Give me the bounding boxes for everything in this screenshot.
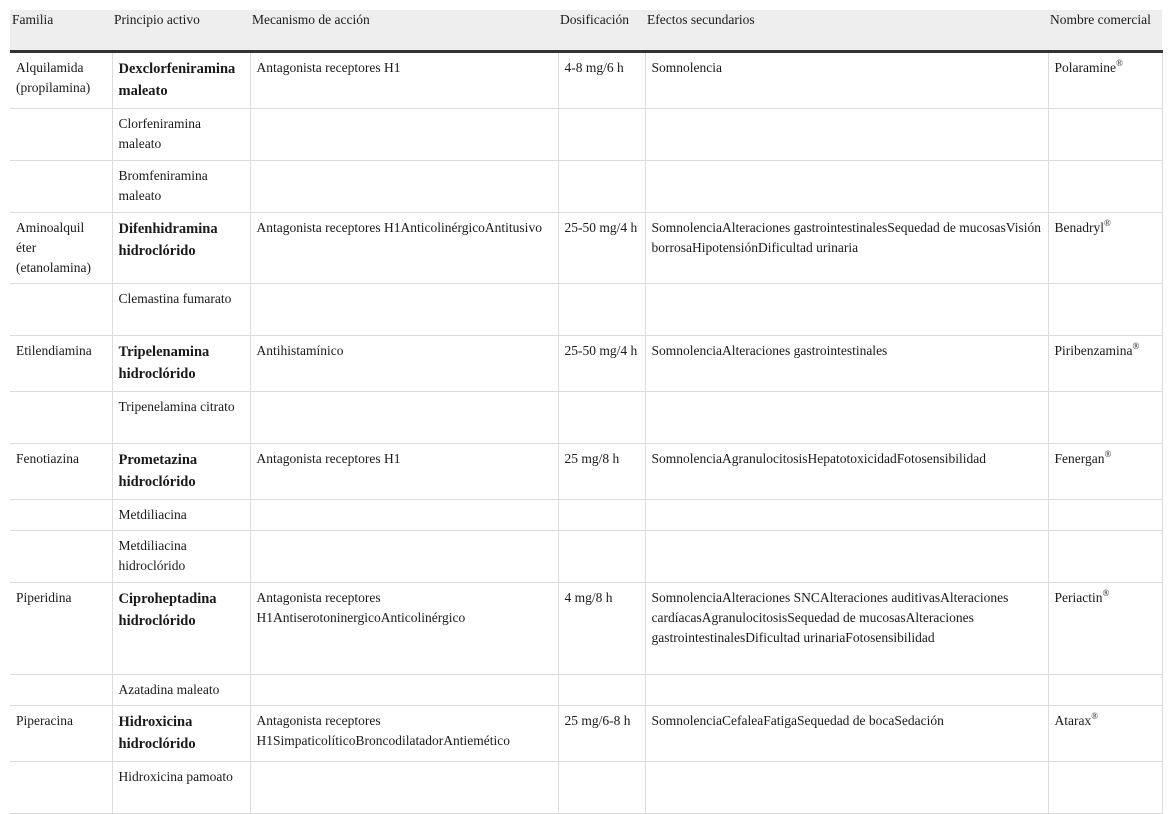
- cell-principio-activo: Tripenelamina citrato: [112, 392, 250, 444]
- cell-dosificacion: [558, 109, 645, 161]
- cell-principio-activo: [112, 583, 250, 675]
- cell-nombre-comercial: [1048, 444, 1162, 500]
- cell-familia: Fenotiazina: [10, 444, 112, 500]
- active-ingredient-main: Hidroxicina hidroclórido: [118, 714, 196, 752]
- cell-nombre-comercial: [1048, 161, 1162, 213]
- cell-principio-activo: [112, 52, 250, 109]
- header-dosificacion: Dosificación: [558, 10, 645, 52]
- cell-principio-activo: [112, 213, 250, 284]
- active-ingredient-main: Tripelenamina hidroclórido: [118, 344, 210, 382]
- header-principio-activo: Principio activo: [112, 10, 250, 52]
- cell-familia: [10, 675, 112, 706]
- cell-mecanismo: [250, 675, 558, 706]
- cell-nombre-comercial: [1048, 531, 1162, 583]
- cell-familia: [10, 500, 112, 531]
- brand-name: Atarax: [1054, 713, 1092, 728]
- header-familia: Familia: [10, 10, 112, 52]
- cell-dosificacion: 4-8 mg/6 h: [558, 52, 645, 109]
- table-row: [10, 52, 1162, 109]
- cell-principio-activo: [112, 706, 250, 762]
- cell-nombre-comercial: [1048, 52, 1162, 109]
- cell-efectos: [645, 675, 1048, 706]
- cell-mecanismo: [250, 500, 558, 531]
- cell-nombre-comercial: [1048, 213, 1162, 284]
- table-row: [10, 444, 1162, 500]
- cell-efectos: [645, 161, 1048, 213]
- cell-dosificacion: 25-50 mg/4 h: [558, 336, 645, 392]
- cell-principio-activo: Clorfeniramina maleato: [112, 109, 250, 161]
- cell-efectos: SomnolenciaAlteraciones gastrointestinalesSequedad de mucosasVisión borrosaHipotensiónDificultad urinaria: [645, 213, 1048, 284]
- brand-name: Piribenzamina: [1054, 343, 1133, 358]
- cell-familia: [10, 109, 112, 161]
- cell-dosificacion: 25-50 mg/4 h: [558, 213, 645, 284]
- cell-nombre-comercial: [1048, 109, 1162, 161]
- table-row: [10, 213, 1162, 284]
- cell-nombre-comercial: [1048, 392, 1162, 444]
- registered-mark: ®: [1104, 217, 1111, 228]
- cell-efectos: SomnolenciaAgranulocitosisHepatotoxicidadFotosensibilidad: [645, 444, 1048, 500]
- cell-mecanismo: Antagonista receptores H1AnticolinérgicoAntitusivo: [250, 213, 558, 284]
- cell-familia: [10, 161, 112, 213]
- cell-principio-activo: Hidroxicina pamoato: [112, 762, 250, 814]
- header-row: [10, 10, 1162, 52]
- cell-mecanismo: Antagonista receptores H1: [250, 444, 558, 500]
- cell-nombre-comercial: [1048, 675, 1162, 706]
- cell-familia: Alquilamida (propilamina): [10, 52, 112, 109]
- cell-familia: Etilendiamina: [10, 336, 112, 392]
- cell-familia: [10, 284, 112, 336]
- table-row: [10, 531, 1162, 583]
- brand-name: Periactin: [1054, 590, 1103, 605]
- table-row: [10, 675, 1162, 706]
- cell-efectos: [645, 500, 1048, 531]
- table-row: [10, 284, 1162, 336]
- brand-name: Polaramine: [1054, 60, 1116, 75]
- cell-mecanismo: Antagonista receptores H1SimpaticolíticoBroncodilatadorAntiemético: [250, 706, 558, 762]
- cell-mecanismo: [250, 284, 558, 336]
- table-row: [10, 336, 1162, 392]
- cell-principio-activo: Clemastina fumarato: [112, 284, 250, 336]
- cell-mecanismo: [250, 762, 558, 814]
- cell-nombre-comercial: [1048, 284, 1162, 336]
- registered-mark: ®: [1132, 340, 1140, 351]
- cell-efectos: SomnolenciaAlteraciones SNCAlteraciones auditivasAlteraciones cardíacasAgranulocitosisSequedad de mucosasAlteraciones gastrointestinalesDificultad urinariaFotosensibilidad: [645, 583, 1048, 675]
- cell-dosificacion: 25 mg/6-8 h: [558, 706, 645, 762]
- cell-principio-activo: Metdiliacina: [112, 500, 250, 531]
- cell-familia: Piperidina: [10, 583, 112, 675]
- cell-efectos: SomnolenciaAlteraciones gastrointestinales: [645, 336, 1048, 392]
- cell-efectos: SomnolenciaCefaleaFatigaSequedad de bocaSedación: [645, 706, 1048, 762]
- antihistamine-table: [10, 10, 1163, 814]
- table-row: [10, 762, 1162, 814]
- cell-dosificacion: [558, 284, 645, 336]
- cell-mecanismo: [250, 392, 558, 444]
- table-row: [10, 109, 1162, 161]
- cell-familia: Piperacina: [10, 706, 112, 762]
- cell-nombre-comercial: [1048, 583, 1162, 675]
- cell-dosificacion: [558, 762, 645, 814]
- cell-dosificacion: [558, 392, 645, 444]
- registered-mark: ®: [1102, 587, 1110, 598]
- cell-familia: [10, 531, 112, 583]
- cell-mecanismo: Antagonista receptores H1: [250, 52, 558, 109]
- cell-efectos: [645, 109, 1048, 161]
- registered-mark: ®: [1115, 57, 1123, 68]
- active-ingredient-main: Difenhidramina hidroclórido: [118, 221, 218, 259]
- cell-mecanismo: [250, 531, 558, 583]
- cell-efectos: Somnolencia: [645, 52, 1048, 109]
- cell-efectos: [645, 392, 1048, 444]
- header-mecanismo: Mecanismo de acción: [250, 10, 558, 52]
- cell-nombre-comercial: [1048, 336, 1162, 392]
- brand-name: Benadryl: [1054, 220, 1104, 235]
- antihistamine-table-container: [10, 10, 1162, 814]
- cell-nombre-comercial: [1048, 706, 1162, 762]
- header-nombre-comercial: Nombre comercial: [1048, 10, 1162, 52]
- table-row: [10, 392, 1162, 444]
- active-ingredient-main: Prometazina hidroclórido: [118, 452, 198, 490]
- cell-efectos: [645, 531, 1048, 583]
- cell-familia: [10, 762, 112, 814]
- active-ingredient-main: Dexclorfeniramina maleato: [118, 61, 236, 99]
- cell-familia: Aminoalquil éter (etanolamina): [10, 213, 112, 284]
- table-row: [10, 161, 1162, 213]
- cell-principio-activo: Metdiliacina hidroclórido: [112, 531, 250, 583]
- table-row: [10, 583, 1162, 675]
- cell-principio-activo: Azatadina maleato: [112, 675, 250, 706]
- cell-principio-activo: [112, 336, 250, 392]
- brand-name: Fenergan: [1054, 451, 1105, 466]
- table-row: [10, 706, 1162, 762]
- cell-dosificacion: [558, 500, 645, 531]
- table-row: [10, 500, 1162, 531]
- cell-mecanismo: [250, 109, 558, 161]
- cell-mecanismo: Antihistamínico: [250, 336, 558, 392]
- registered-mark: ®: [1104, 448, 1112, 459]
- cell-efectos: [645, 284, 1048, 336]
- cell-nombre-comercial: [1048, 500, 1162, 531]
- cell-dosificacion: [558, 161, 645, 213]
- cell-dosificacion: [558, 675, 645, 706]
- cell-principio-activo: Bromfeniramina maleato: [112, 161, 250, 213]
- cell-dosificacion: 25 mg/8 h: [558, 444, 645, 500]
- active-ingredient-main: Ciproheptadina hidroclórido: [118, 591, 217, 629]
- header-efectos: Efectos secundarios: [645, 10, 1048, 52]
- cell-nombre-comercial: [1048, 762, 1162, 814]
- cell-dosificacion: 4 mg/8 h: [558, 583, 645, 675]
- cell-familia: [10, 392, 112, 444]
- registered-mark: ®: [1091, 710, 1099, 721]
- cell-dosificacion: [558, 531, 645, 583]
- cell-mecanismo: Antagonista receptores H1AntiserotoninergicoAnticolinérgico: [250, 583, 558, 675]
- cell-mecanismo: [250, 161, 558, 213]
- cell-principio-activo: [112, 444, 250, 500]
- cell-efectos: [645, 762, 1048, 814]
